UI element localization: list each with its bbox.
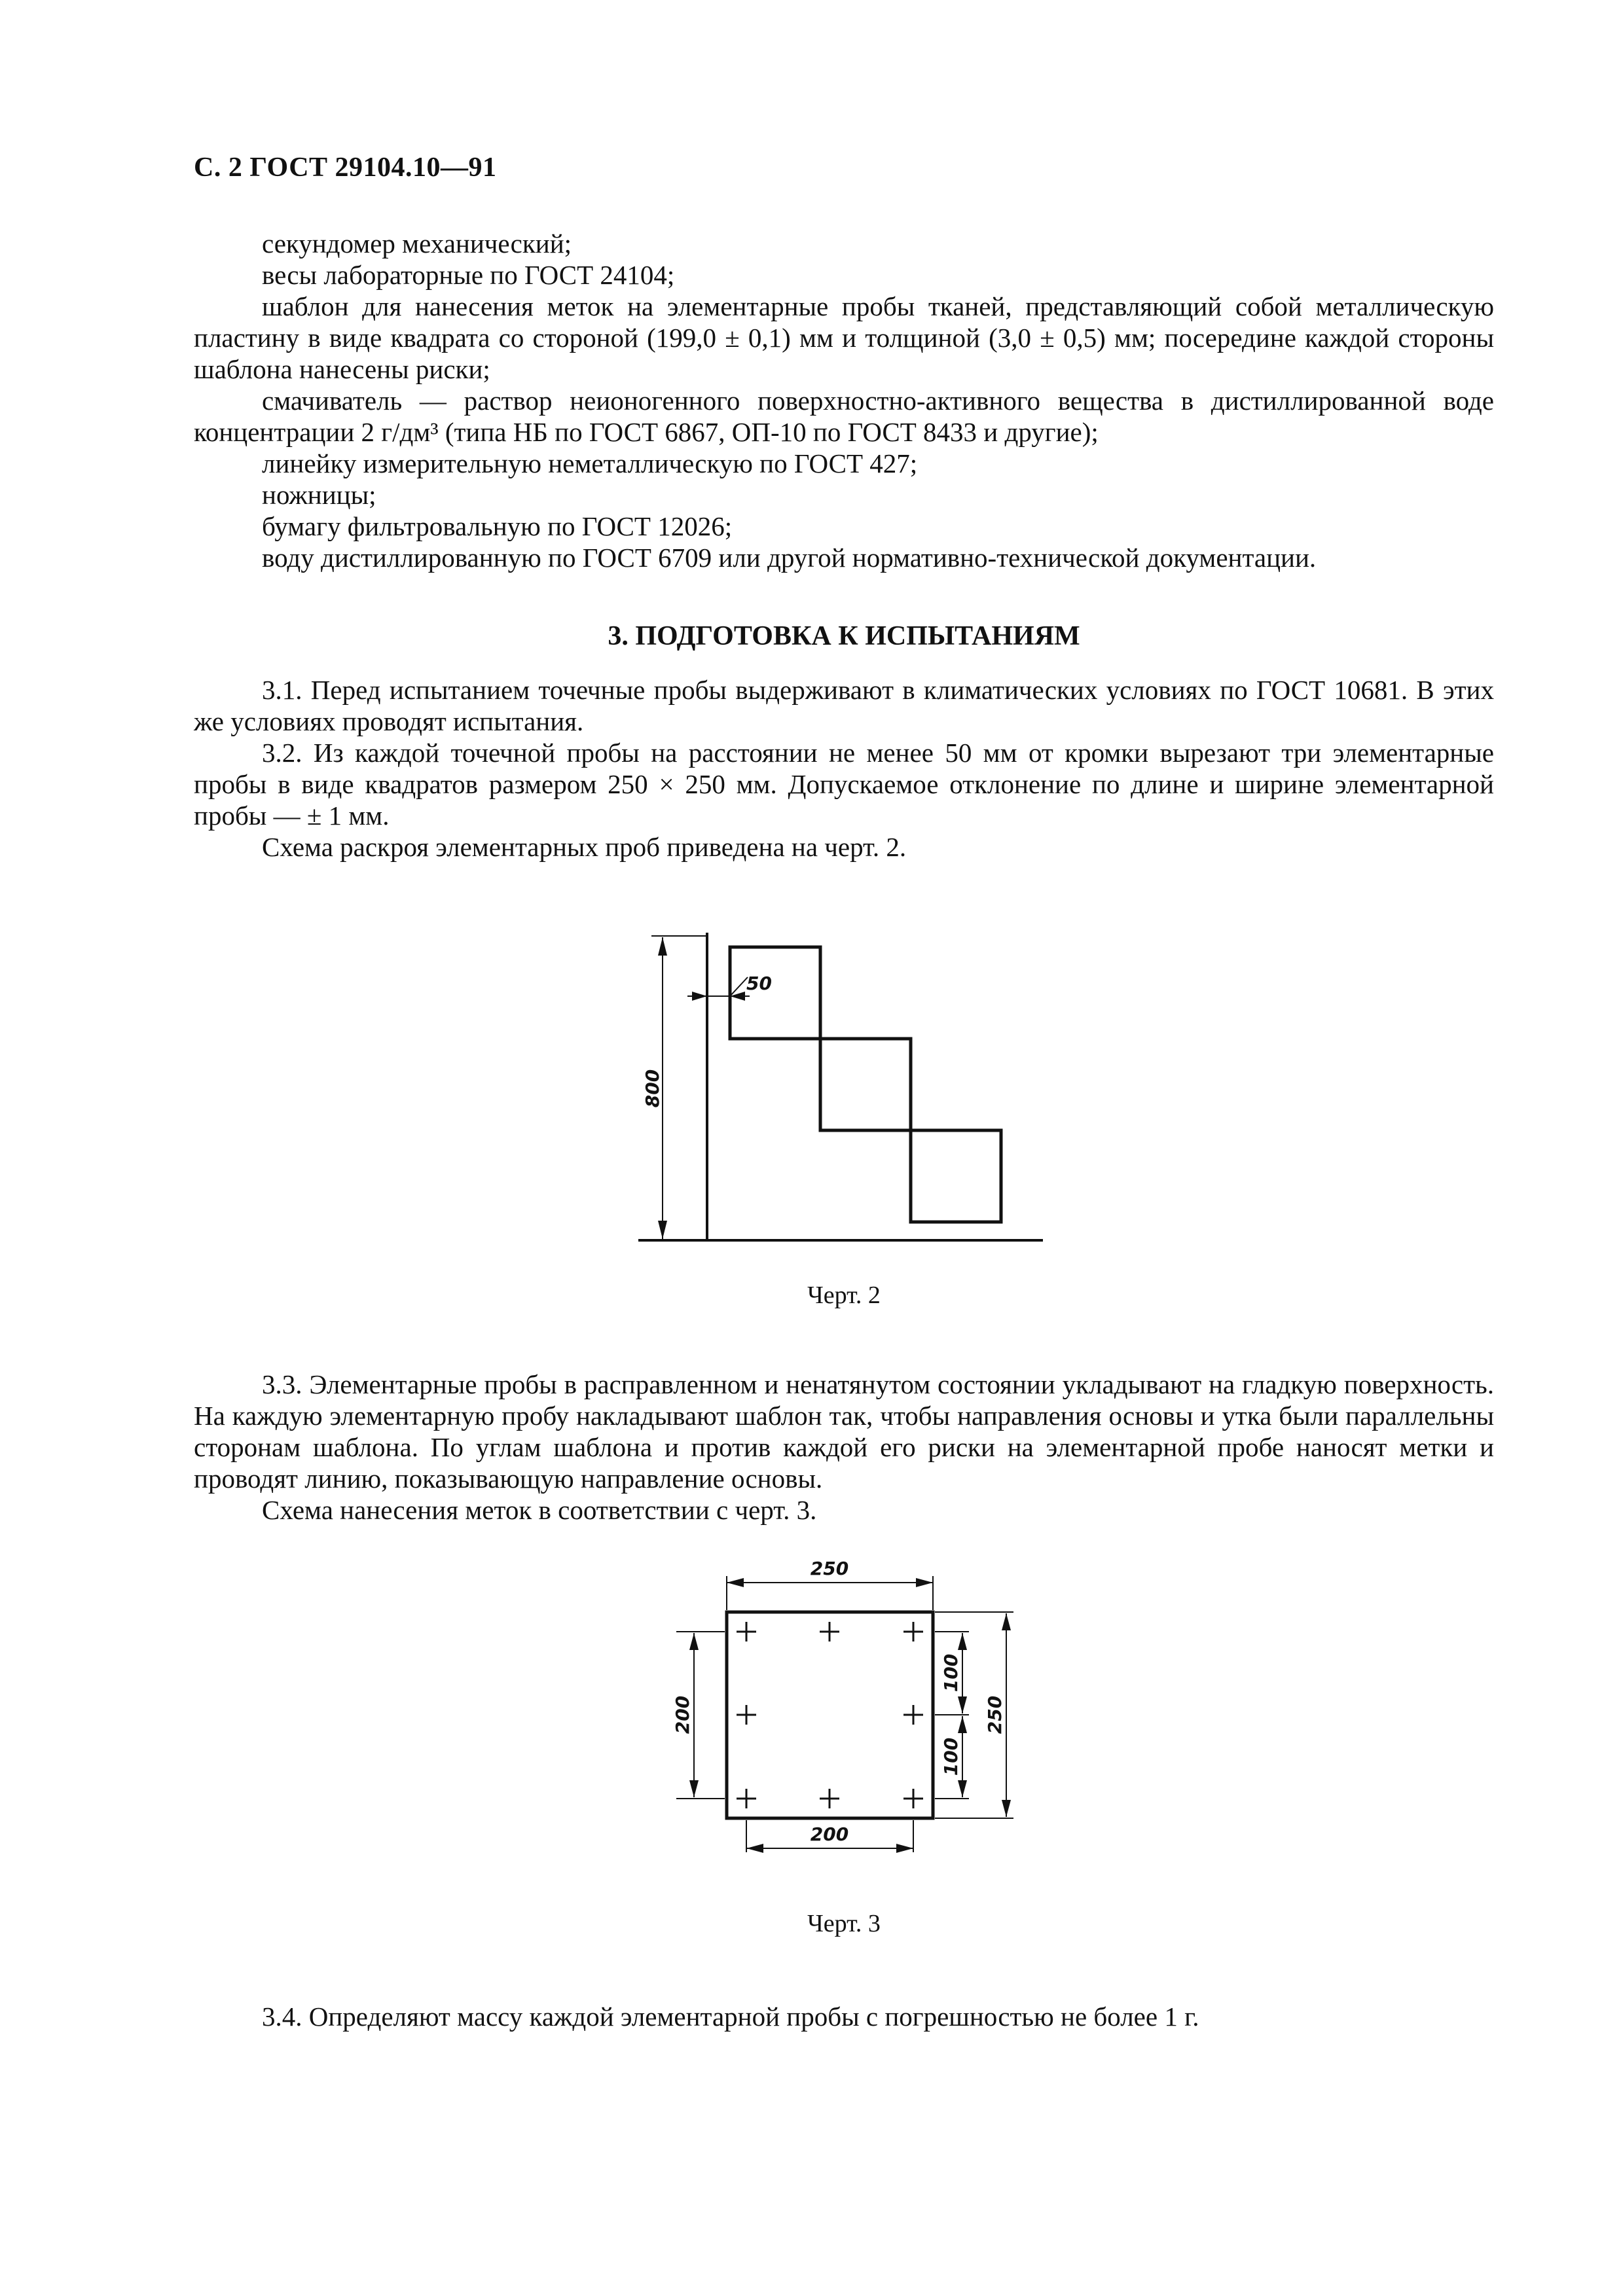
list-item: смачиватель — раствор неионогенного поверхностно-активного вещества в дистиллированной воде концентрации 2 г/дм³ (типа НБ по ГОСТ 6867, ОП-10 по ГОСТ 8433 и другие); bbox=[194, 386, 1494, 447]
dim-label-right-upper: 100 bbox=[940, 1653, 962, 1693]
list-item: воду дистиллированную по ГОСТ 6709 или другой нормативно-технической документации. bbox=[262, 543, 1317, 573]
paragraph: Схема раскроя элементарных проб приведена на черт. 2. bbox=[262, 832, 907, 862]
paragraph: 3.2. Из каждой точечной пробы на расстоянии не менее 50 мм от кромки вырезают три элементарные пробы в виде квадратов размером 250 × 250 мм. Допускаемое отклонение по длине и ширине элементарной пробы — ± 1 мм. bbox=[194, 738, 1494, 831]
paragraph: Схема нанесения меток в соответствии с черт. 3. bbox=[262, 1495, 817, 1525]
dim-label-50: 50 bbox=[746, 973, 772, 994]
dim-label-top: 250 bbox=[810, 1558, 849, 1579]
mark-crosses bbox=[737, 1622, 923, 1808]
arrow-800-top bbox=[658, 937, 667, 956]
list-item: ножницы; bbox=[262, 480, 376, 510]
dim-label-right-lower: 100 bbox=[940, 1737, 962, 1776]
section-paragraphs-b bbox=[194, 1369, 1494, 1526]
list-item: весы лабораторные по ГОСТ 24104; bbox=[262, 260, 675, 290]
equipment-list bbox=[194, 228, 1494, 573]
arrow-50-left bbox=[692, 992, 707, 1001]
figure-2-caption: Черт. 2 bbox=[807, 1282, 881, 1309]
figure-2-drawing bbox=[0, 916, 1623, 1257]
list-item: бумагу фильтровальную по ГОСТ 12026; bbox=[262, 511, 733, 541]
paragraph: 3.1. Перед испытанием точечные пробы выдерживают в климатических условиях по ГОСТ 10681. В этих же условиях проводят испытания. bbox=[194, 675, 1494, 736]
page-header: С. 2 ГОСТ 29104.10—91 bbox=[194, 152, 497, 183]
arrow-800-bottom bbox=[658, 1221, 667, 1239]
dim-label-left: 200 bbox=[672, 1695, 693, 1734]
paragraph: 3.3. Элементарные пробы в расправленном и ненатянутом состоянии укладывают на гладкую поверхность. На каждую элементарную пробу накладывают шаблон так, чтобы направления основы и утка были параллельны сторонам шаблона. По углам шаблона и против каждой его риски на элементарной пробе наносят метки и проводят линию, показывающую направление основы. bbox=[194, 1369, 1494, 1494]
dim-label-bottom: 200 bbox=[810, 1823, 849, 1845]
list-item: шаблон для нанесения меток на элементарные пробы тканей, представляющий собой металлическую пластину в виде квадрата со стороной (199,0 ± 0,1) мм и толщиной (3,0 ± 0,5) мм; посередине каждой стороны шаблона нанесены риски; bbox=[194, 291, 1494, 384]
list-item: линейку измерительную неметаллическую по ГОСТ 427; bbox=[262, 448, 918, 478]
sample-square bbox=[727, 1612, 933, 1818]
section-title: 3. ПОДГОТОВКА К ИСПЫТАНИЯМ bbox=[608, 621, 1080, 651]
sample-square-2 bbox=[820, 1039, 911, 1130]
dim-label-right-total: 250 bbox=[984, 1695, 1006, 1734]
paragraph: 3.4. Определяют массу каждой элементарной пробы с погрешностью не более 1 г. bbox=[262, 2001, 1199, 2032]
dim-label-800: 800 bbox=[642, 1069, 663, 1108]
sample-square-3 bbox=[911, 1130, 1001, 1222]
section-paragraph-c bbox=[194, 2001, 1494, 2032]
figure-3-drawing bbox=[0, 1551, 1623, 1892]
list-item: секундомер механический; bbox=[262, 228, 572, 259]
figure-3-caption: Черт. 3 bbox=[807, 1910, 881, 1937]
section-paragraphs-a bbox=[194, 674, 1494, 863]
